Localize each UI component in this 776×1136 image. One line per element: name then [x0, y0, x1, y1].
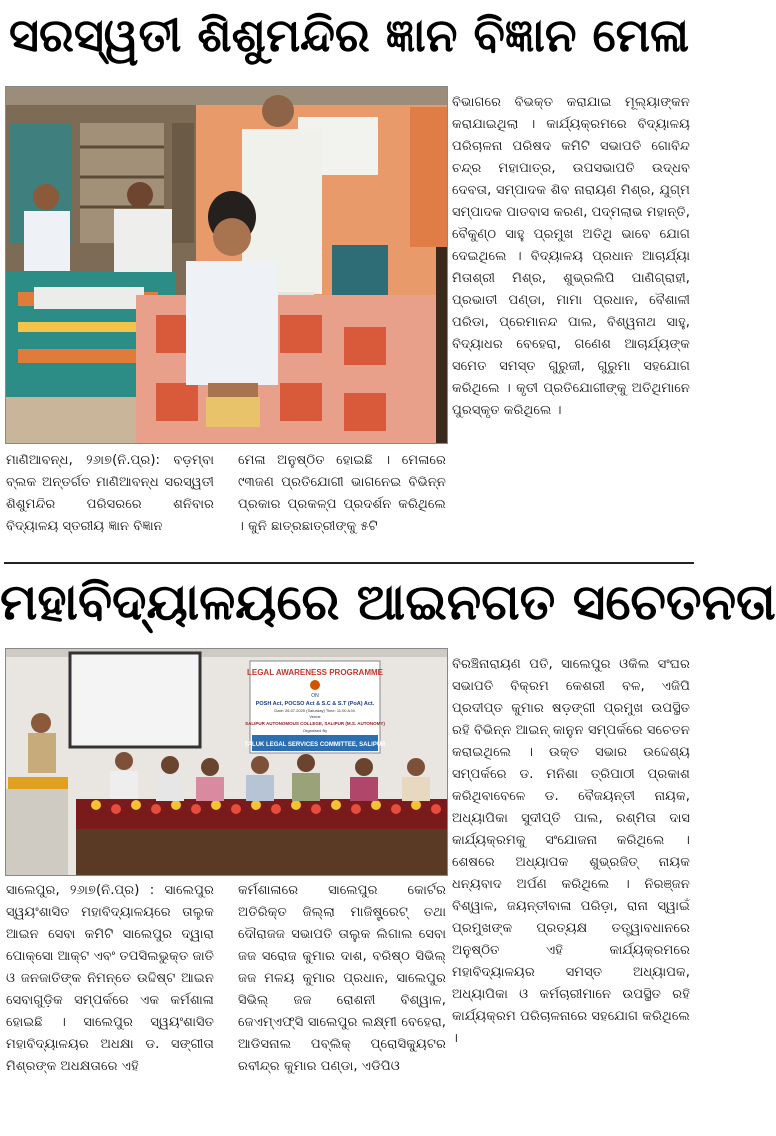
- legal-awareness-event-photo: [6, 649, 447, 875]
- article1-headline: ସରସ୍ୱତୀ ଶିଶୁମନ୍ଦିର ଜ୍ଞାନ ବିଜ୍ଞାନ ମେଳା: [8, 8, 690, 62]
- article1-column-right: [452, 92, 690, 545]
- article1-column-bottom-mid: [238, 450, 446, 558]
- banner-line2: POSH Act, POCSO Act & S.C & S.T (PoA) Act.: [255, 701, 375, 707]
- banner-line6: Organised By: [302, 728, 328, 733]
- article2-column-bottom-mid: [238, 880, 446, 1132]
- article2-bottom-mid-text: କର୍ମଶାଳାରେ ସାଲେପୁର କୋର୍ଟର ଅତିରିକ୍ତ ଜିଲ୍ଲା ମାଜିଷ୍ଟ୍ରେଟ୍ ତଥା ଦୌରାଜଜ ସଭାପତି ତାଲୁକ ଲିଗାଲ ସେବା ଜଜ ସରୋଜ କୁମାର ଦାଶ, ବରିଷ୍ଠ ସିଭିଲ୍ ଜଜ ମଳୟ କୁମାର ପ୍ରଧାନ, ସାଲେପୁର ସିଭିଲ୍ ଜଜ ରୋଶନୀ ବିଶ୍ୱାଳ, ଜେଏମ୍ଏଫ୍‌ସି ସାଲେପୁର ଲକ୍ଷ୍ମୀ ବେହେରା, ଆଡିସନାଲ ପବ୍ଲିକ୍ ପ୍ରୋସିକ୍ୟୁଟର ରବୀନ୍ଦ୍ର କୁମାର ପଣ୍ଡା, ଏଡିପିଓ: [238, 883, 446, 1074]
- banner-line3: Date: 26.07.2025 (Saturday) Time: 11:00 A.M.: [274, 708, 356, 713]
- emblem-icon: [310, 680, 320, 690]
- banner-title: LEGAL AWARENESS PROGRAMME: [246, 668, 384, 677]
- article2-photo: [5, 648, 448, 876]
- article1-photo: [5, 86, 448, 444]
- article2-bottom-left-text: ସାଲେପୁର, ୨୬ା୭(ନି.ପ୍ର) : ସାଲେପୁର ସ୍ୱୟଂଶାସିତ ମହାବିଦ୍ୟାଳୟରେ ତାଲୁକ ଆଇନ ସେବା କମିଟି ସାଲେପୁର ଦ୍ୱାରା ପୋକ୍ସୋ ଆକ୍ଟ ଏବଂ ତପସିଲଭୁକ୍ତ ଜାତି ଓ ଜନଜାତିଙ୍କ ନିମନ୍ତେ ଉଦ୍ଦିଷ୍ଟ ଆଇନ ସେବାଗୁଡ଼ିକ ସମ୍ପର୍କରେ ଏକ କର୍ମଶାଳା ହୋଇଛି । ସାଲେପୁର ସ୍ୱୟଂଶାସିତ ମହାବିଦ୍ୟାଳୟର ଅଧକ୍ଷା ଡ. ସଙ୍ଗୀତା ମିଶ୍ରଙ୍କ ଅଧକ୍ଷତାରେ ଏହି: [6, 883, 214, 1074]
- article2-right-text: ବିରଞ୍ଚିନାରାୟଣ ପତି, ସାଲେପୁର ଓକିଲ ସଂଘର ସଭାପତି ବିକ୍ରମ କେଶରୀ ବଳ, ଏଜିପି ପ୍ରଦୀପ୍ତ କୁମାର ଷଡ଼ଙ୍ଗୀ ପ୍ରମୁଖ ଉପସ୍ଥିତ ରହି ବିଭିନ୍ନ ଆଇନ୍ କାନୁନ ସମ୍ପର୍କରେ ସଚେତନ କରାଇଥିଲେ । ଉକ୍ତ ସଭାର ଉଦ୍ଦେଶ୍ୟ ସମ୍ପର୍କରେ ଡ. ମନିଶା ତ୍ରିପାଠୀ ପ୍ରକାଶ କରିଥିବାବେଳେ ଡ. ବୈଜୟନ୍ତୀ ନାୟକ, ଅଧ୍ୟାପିକା ସୁଦୀପ୍ତି ପାଲ, ରଶ୍ମିତା ଦାସ କାର୍ଯ୍ୟକ୍ରମକୁ ସଂଯୋଜନା କରିଥିଲେ । ଶେଷରେ ଅଧ୍ୟାପକ ଶୁଭ୍ରଜିତ୍ ନାୟକ ଧନ୍ୟବାଦ ଅର୍ପଣ କରିଥିଲେ । ନିରଞ୍ଜନ ବିଶ୍ୱାଳ, ଜୟନ୍ତୀବାଳା ପରିଡ଼ା, ରାନା ସ୍ୱାଇଁ ପ୍ରମୁଖଙ୍କ ପ୍ରତ୍ୟକ୍ଷ ତତ୍ତ୍ୱାବଧାନରେ ଅନୁଷ୍ଠିତ ଏହି କାର୍ଯ୍ୟକ୍ରମରେ ମହାବିଦ୍ୟାଳୟର ସମସ୍ତ ଅଧ୍ୟାପକ, ଅଧ୍ୟାପିକା ଓ କର୍ମଚାରୀମାନେ ଉପସ୍ଥିତ ରହି କାର୍ଯ୍ୟକ୍ରମ ପରିଚାଳନାରେ ସହଯୋଗ କରିଥିଲେ ।: [452, 657, 690, 1046]
- article1-bottom-mid-text: ମେଳା ଅନୁଷ୍ଠିତ ହୋଇଛି । ମେଳାରେ ୯୩ଜଣ ପ୍ରତିଯୋଗୀ ଭାଗନେଇ ବିଭିନ୍ନ ପ୍ରକାର ପ୍ରକଳ୍ପ ପ୍ରଦର୍ଶନ କରିଥିଲେ । କୁନି ଛାତ୍ରଛାତ୍ରୀଙ୍କୁ ୫ଟି: [238, 453, 446, 534]
- banner-line1: ON: [311, 693, 319, 699]
- article2-column-bottom-left: [6, 880, 214, 1132]
- banner-footer: TALUK LEGAL SERVICES COMMITTEE, SALIPUR: [244, 742, 386, 748]
- banner-line4: Venue: [309, 714, 321, 719]
- article2-headline: ମହାବିଦ୍ୟାଳୟରେ ଆଇନଗତ ସଚେତନତା: [0, 573, 776, 631]
- banner-line5: SALIPUR AUTONOMOUS COLLEGE, SALIPUR (M.S. AUTONOMY): [245, 721, 385, 726]
- section-divider: [4, 562, 694, 564]
- article1-bottom-left-text: ମାଣିଆବନ୍ଧ, ୨୬ା୭(ନି.ପ୍ର): ବଡ଼ମ୍ବା ବ୍ଲକ ଅନ୍ତର୍ଗତ ମାଣିଆବନ୍ଧ ସରସ୍ୱତୀ ଶିଶୁମନ୍ଦିର ପରିସରରେ ଶନିବାର ବିଦ୍ୟାଳୟ ସ୍ତରୀୟ ଜ୍ଞାନ ବିଜ୍ଞାନ: [6, 453, 214, 534]
- school-fair-photo-illustration: [6, 87, 447, 443]
- article1-column-bottom-left: [6, 450, 214, 558]
- article2-column-right: [452, 654, 690, 1132]
- article1-right-text: ବିଭାଗରେ ବିଭକ୍ତ କରାଯାଇ ମୂଲ୍ୟାଙ୍କନ କରାଯାଇଥିଲା । କାର୍ଯ୍ୟକ୍ରମରେ ବିଦ୍ୟାଳୟ ପରିଚାଳନା ପରିଷଦ କମିଟି ସଭାପତି ଗୋବିନ୍ଦ ଚନ୍ଦ୍ର ମହାପାତ୍ର, ଉପସଭାପତି ଉଦ୍ଧବ ଦେବତା, ସମ୍ପାଦକ ଶିବ ନାରାୟଣ ମିଶ୍ର, ଯୁଗ୍ମ ସମ୍ପାଦକ ପାତବାସ କରଣ, ପଦ୍ମଲାଭ ମହାନ୍ତି, ବୈକୁଣ୍ଠ ସାହୁ ପ୍ରମୁଖ ଅତିଥି ଭାବେ ଯୋଗ ଦେଇଥିଲେ । ବିଦ୍ୟାଳୟ ପ୍ରଧାନ ଆଚାର୍ଯ୍ୟା ମିତାଶ୍ରୀ ମିଶ୍ର, ଶୁଭ୍ରଲିପି ପାଣିଗ୍ରାହୀ, ପ୍ରଭାତୀ ପଣ୍ଡା, ମାମା ପ୍ରଧାନ, ବୈଶାଳୀ ପରିଡା, ପ୍ରେମାନନ୍ଦ ପାଲ, ବିଶ୍ୱନାଥ ସାହୁ, ବିଦ୍ୟାଧର ବେହେରା, ଗଣେଶ ଆଚାର୍ଯ୍ୟଙ୍କ ସମେତ ସମସ୍ତ ଗୁରୁଜୀ, ଗୁରୁମା ସହଯୋଗ କରିଥିଲେ । କୃତୀ ପ୍ରତିଯୋଗୀଙ୍କୁ ଅତିଥିମାନେ ପୁରସ୍କୃତ କରିଥିଲେ ।: [452, 95, 690, 418]
